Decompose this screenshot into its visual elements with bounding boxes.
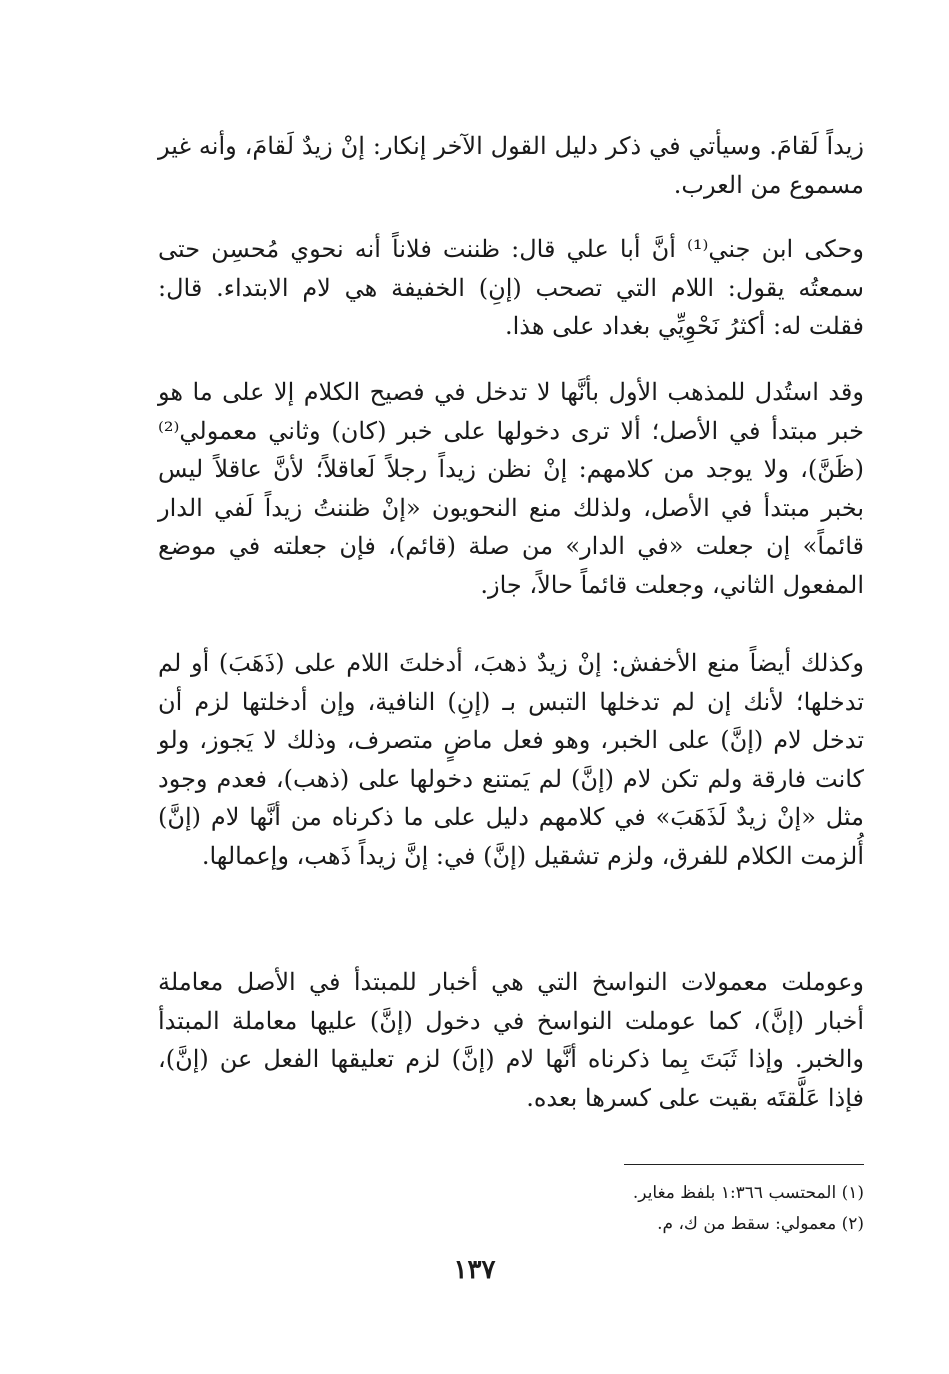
body-paragraph-3: وقد استُدل للمذهب الأول بأنَّها لا تدخل في فصيح الكلام إلا على ما هو خبر مبتدأ في الأصل؛ ألا ترى دخولها على خبر (كان) وثاني معمولي⁽²⁾ (ظَنَّ)، ولا يوجد من كلامهم: إنْ نظن زيداً رجلاً لَعاقلاً؛ لأنَّ عاقلاً ليس بخبر مبتدأ في الأصل، ولذلك منع النحويون «إنْ ظننتُ زيداً لَفي الدار قائماً» إن جعلت «في الدار» من صلة (قائم)، فإن جعلته في موضع المفعول الثاني، وجعلت قائماً حالاً، جاز. — [158, 378, 864, 599]
body-paragraph-2: وحكى ابن جني⁽¹⁾ أنَّ أبا علي قال: ظننت فلاناً أنه نحوي مُحسِن حتى سمعتُه يقول: اللام التي تصحب (إنِ) الخفيفة هي لام الابتداء. قال: فقلت له: أكثرُ نَحْوِيِّي بغداد على هذا. — [158, 235, 864, 340]
footnote-separator — [624, 1164, 864, 1165]
body-paragraph-5: وعوملت معمولات النواسخ التي هي أخبار للمبتدأ في الأصل معاملة أخبار (إنَّ)، كما عوملت النواسخ في دخول (إنَّ) عليها معاملة المبتدأ والخبر. وإذا ثَبَتَ بِما ذكرناه أنَّها لام (إنَّ) لزم تعليقها الفعل عن (إنَّ)، فإذا عَلَّقتَه بقيت على كسرها بعده. — [158, 968, 864, 1112]
body-paragraph-4: وكذلك أيضاً منع الأخفش: إنْ زيدٌ ذهبَ، أدخلتَ اللام على (ذَهَبَ) أو لم تدخلها؛ لأنك إن لم تدخلها التبس بـ (إنِ) النافية، وإن أدخلتها لزم أن تدخل لام (إنَّ) على الخبر، وهو فعل ماضٍ متصرف، وذلك لا يَجوز، ولو كانت فارقة ولم تكن لام (إنَّ) لم يَمتنع دخولها على (ذهب)، فعدم وجود مثل «إنْ زيدٌ لَذَهَبَ» في كلامهم دليل على ما ذكرناه من أنَّها لام (إنَّ) أُلزمت الكلام للفرق، ولزم تشقيل (إنَّ) في: إنَّ زيداً ذَهب، وإعمالها. — [158, 649, 864, 870]
footnote-2: (٢) معمولي: سقط من ك، م. — [657, 1214, 864, 1234]
footnote-1: (١) المحتسب ١:٣٦٦ بلفظ مغاير. — [632, 1183, 864, 1203]
page-number: ١٣٧ — [453, 1255, 496, 1285]
body-paragraph-1: زيداً لَقامَ. وسيأتي في ذكر دليل القول الآخر إنكار: إنْ زيدٌ لَقامَ، وأنه غير مسموع من العرب. — [158, 132, 864, 199]
